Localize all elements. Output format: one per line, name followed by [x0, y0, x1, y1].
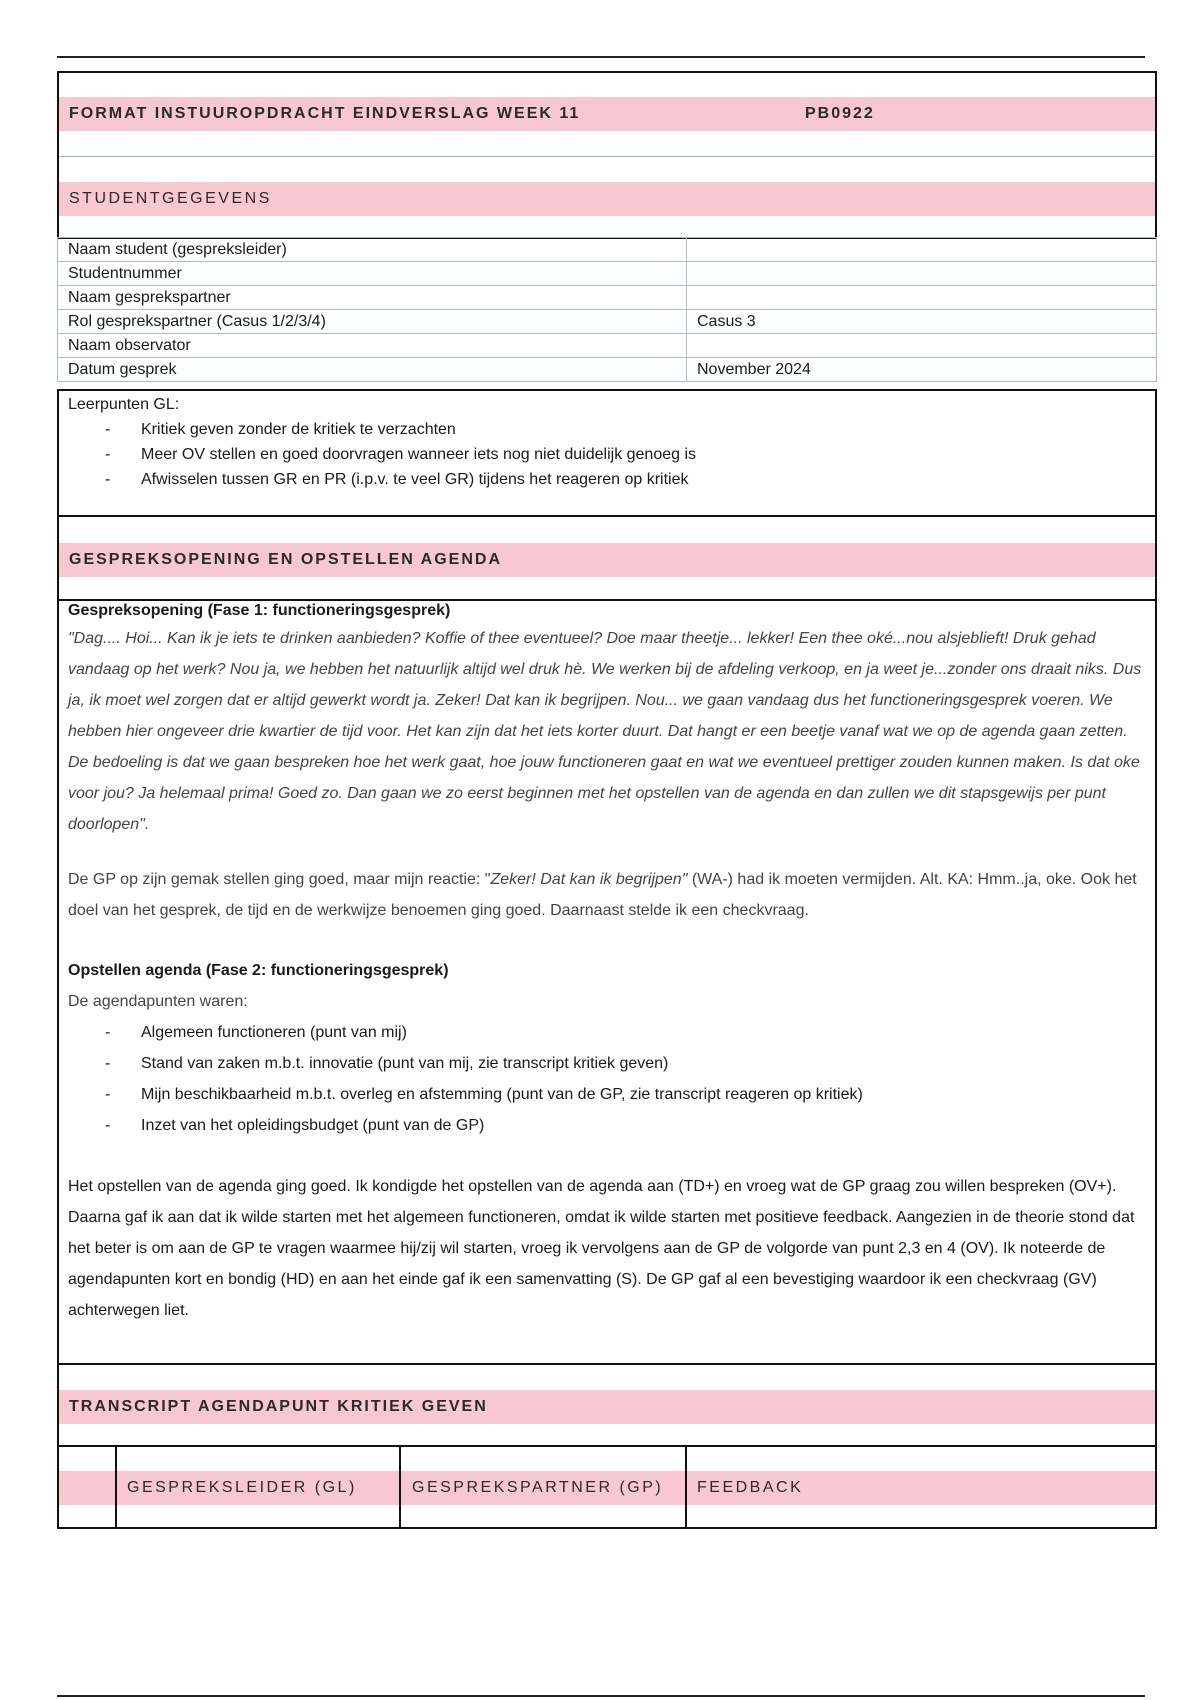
row-label: Naam student (gespreksleider) — [58, 238, 687, 262]
column-feedback: FEEDBACK — [697, 1479, 804, 1496]
row-value — [687, 262, 1157, 286]
row-value: Casus 3 — [687, 310, 1157, 334]
row-value — [687, 238, 1157, 262]
row-label: Naam gesprekspartner — [58, 286, 687, 310]
transcript-table-header — [57, 1445, 1157, 1529]
student-section-title: STUDENTGEGEVENS — [69, 190, 272, 207]
leerpunten — [68, 392, 1148, 492]
opening-section-title: GESPREKSOPENING EN OPSTELLEN AGENDA — [69, 551, 503, 568]
opening-header-block — [57, 515, 1157, 601]
transcript-column-bar — [59, 1471, 1155, 1505]
agenda-reflection: Het opstellen van de agenda ging goed. Ik kondigde het opstellen van de agenda aan (TD+) en vroeg wat de GP graag zou willen bespreken (OV+). Daarna gaf ik aan dat ik wilde starten met het algemeen functioneren, omdat ik wilde starten met positieve feedback. Aangezien in de theorie stond dat het beter is om aan de GP te vragen waarmee hij/zij wil starten, vroeg ik vervolgens aan de GP de volgorde van punt 2,3 en 4 (OV). Ik noteerde de agendapunten kort en bondig (HD) en aan het einde gaf ik een samenvatting (S). De GP gaf al een bevestiging waardoor ik een checkvraag (GV) achterwegen liet. — [68, 1178, 1135, 1319]
transcript-section-title: TRANSCRIPT AGENDAPUNT KRITIEK GEVEN — [69, 1398, 488, 1415]
column-gl: GESPREKSLEIDER (GL) — [127, 1479, 357, 1496]
table-row — [58, 262, 1157, 286]
transcript-header-block — [57, 1363, 1157, 1447]
table-row — [58, 310, 1157, 334]
agenda-intro: De agendapunten waren: — [68, 993, 248, 1010]
list-item: - Mijn beschikbaarheid m.b.t. overleg en afstemming (punt van de GP, zie transcript reageren op kritiek) — [68, 1079, 1146, 1110]
document-title: FORMAT INSTUUROPDRACHT EINDVERSLAG WEEK 11 — [69, 105, 581, 122]
header-bar — [59, 97, 1155, 131]
column-gp: GESPREKSPARTNER (GP) — [412, 1479, 664, 1496]
column-divider — [685, 1447, 687, 1527]
column-divider — [399, 1447, 401, 1527]
fase2-heading: Opstellen agenda (Fase 2: functioneringsgesprek) — [68, 962, 449, 979]
opening-content — [68, 599, 1146, 1326]
opening-quote: "Dag.... Hoi... Kan ik je iets te drinken aanbieden? Koffie of thee eventueel? Doe maar theetje... lekker! Een thee oké...nou alsjeblieft! Druk gehad vandaag op het werk? Nou ja, we hebben het natuurlijk altijd wel druk hè. We werken bij de afdeling verkoop, en ja weet je...zonder ons draait niks. Dus ja, ik moet wel zorgen dat er altijd gewerkt wordt ja. Zeker! Dat kan ik begrijpen. Nou... we gaan vandaag dus het functioneringsgesprek voeren. We hebben hier ongeveer drie kwartier de tijd voor. Het kan zijn dat het iets korter duurt. Dat hangt er een beetje vanaf wat we op de agenda gaan zetten. De bedoeling is dat we gaan bespreken hoe het werk gaat, hoe jouw functioneren gaat en wat we eventueel prettiger zouden kunnen maken. Is dat oke voor jou? Ja helemaal prima! Goed zo. Dan gaan we zo eerst beginnen met het opstellen van de agenda en dan zullen we dit stapsgewijs per punt doorlopen". — [68, 630, 1142, 833]
leerpunten-heading: Leerpunten GL: — [68, 396, 180, 413]
course-code: PB0922 — [805, 105, 875, 122]
list-item: - Kritiek geven zonder de kritiek te verzachten — [68, 417, 1148, 442]
header-block — [57, 71, 1157, 239]
list-item: - Stand van zaken m.b.t. innovatie (punt van mij, zie transcript kritiek geven) — [68, 1048, 1146, 1079]
divider — [59, 156, 1155, 157]
row-label: Studentnummer — [58, 262, 687, 286]
row-value — [687, 334, 1157, 358]
list-item: - Afwisselen tussen GR en PR (i.p.v. te veel GR) tijdens het reageren op kritiek — [68, 467, 1148, 492]
list-item: - Meer OV stellen en goed doorvragen wanneer iets nog niet duidelijk genoeg is — [68, 442, 1148, 467]
list-item: - Inzet van het opleidingsbudget (punt van de GP) — [68, 1110, 1146, 1141]
opening-reflection: De GP op zijn gemak stellen ging goed, maar mijn reactie: "Zeker! Dat kan ik begrijpen" (WA-) had ik moeten vermijden. Alt. KA: Hmm..ja, oke. Ook het doel van het gesprek, de tijd en de werkwijze benoemen ging goed. Daarnaast stelde ik een checkvraag. — [68, 871, 1137, 919]
transcript-section-bar — [59, 1390, 1155, 1424]
opening-section-bar — [59, 543, 1155, 577]
list-item: - Algemeen functioneren (punt van mij) — [68, 1017, 1146, 1048]
row-value — [687, 286, 1157, 310]
bottom-rule — [57, 1695, 1145, 1697]
column-divider — [115, 1447, 117, 1527]
table-row — [58, 334, 1157, 358]
table-row — [58, 286, 1157, 310]
fase1-heading: Gespreksopening (Fase 1: functioneringsgesprek) — [68, 602, 451, 619]
row-label: Naam observator — [58, 334, 687, 358]
row-label: Datum gesprek — [58, 358, 687, 382]
table-row — [58, 238, 1157, 262]
student-section-bar — [59, 182, 1155, 216]
row-label: Rol gesprekspartner (Casus 1/2/3/4) — [58, 310, 687, 334]
agenda-list — [68, 1017, 1146, 1141]
leerpunten-list — [68, 417, 1148, 492]
student-table — [57, 237, 1157, 382]
row-value: November 2024 — [687, 358, 1157, 382]
table-row — [58, 358, 1157, 382]
top-rule — [57, 56, 1145, 58]
